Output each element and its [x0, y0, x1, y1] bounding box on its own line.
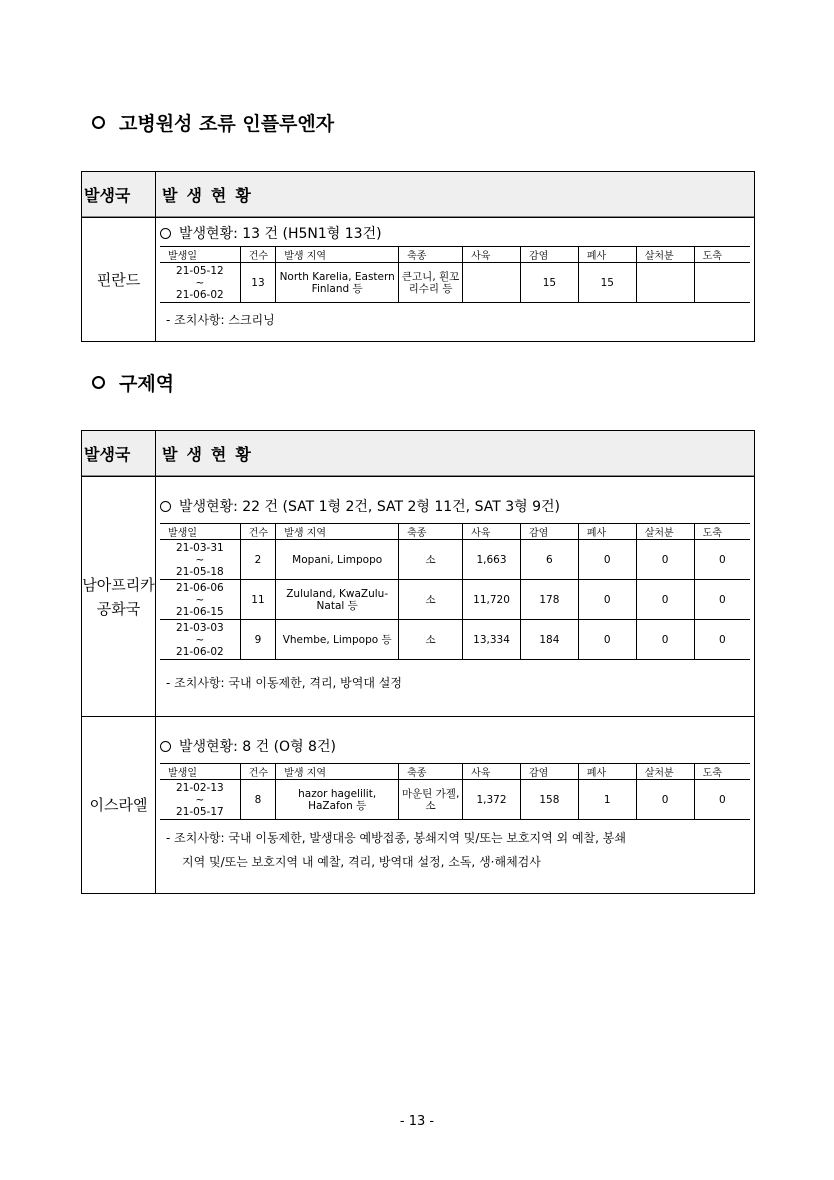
slaughtered-cell: 0	[694, 580, 750, 620]
country-column-header: 발생국	[82, 431, 156, 476]
reared-cell: 1,663	[463, 540, 521, 580]
outbreak-summary	[156, 220, 754, 246]
col-region: 발생 지역	[276, 524, 399, 540]
circle-bullet-icon	[160, 501, 171, 512]
slaughtered-cell	[694, 263, 750, 303]
reared-cell	[463, 263, 521, 303]
country-column-header: 발생국	[82, 172, 156, 217]
section-heading-fmd	[92, 369, 174, 396]
country-content	[156, 717, 754, 893]
date-from: 21-03-31	[176, 541, 224, 554]
col-species: 축종	[399, 247, 463, 263]
measures-text	[156, 826, 754, 874]
date-from: 21-03-03	[176, 621, 224, 634]
date-cell	[160, 263, 240, 303]
infected-cell: 178	[520, 580, 578, 620]
circle-bullet-icon	[92, 116, 105, 129]
col-date: 발생일	[160, 764, 240, 780]
page-number: - 13 -	[399, 1114, 435, 1129]
table-row	[160, 540, 750, 580]
infected-cell: 184	[520, 620, 578, 660]
dead-cell: 0	[578, 580, 636, 620]
country-name-line: 공화국	[96, 599, 141, 618]
date-to: 21-06-15	[176, 605, 224, 618]
reared-cell: 11,720	[463, 580, 521, 620]
date-separator: ~	[195, 793, 205, 806]
col-culled: 살처분	[636, 247, 694, 263]
species-cell: 소	[399, 580, 463, 620]
country-name	[82, 218, 156, 342]
slaughtered-cell: 0	[694, 780, 750, 820]
culled-cell: 0	[636, 780, 694, 820]
infected-cell: 6	[520, 540, 578, 580]
col-dead: 폐사	[578, 524, 636, 540]
date-cell	[160, 540, 240, 580]
col-dead: 폐사	[578, 247, 636, 263]
date-separator: ~	[195, 276, 205, 289]
region-cell: hazor hagelilit, HaZafon 등	[276, 780, 399, 820]
section-heading-hpai	[92, 109, 334, 136]
detail-header-row	[160, 764, 750, 780]
country-name	[82, 717, 156, 893]
country-name	[82, 477, 156, 716]
detail-header-row	[160, 247, 750, 263]
col-count: 건수	[240, 524, 276, 540]
date-from: 21-02-13	[176, 781, 224, 794]
col-reared: 사육	[463, 764, 521, 780]
measures-line: - 조치사항: 국내 이동제한, 발생대응 예방접종, 봉쇄지역 및/또는 보호지역 외 예찰, 봉쇄	[166, 831, 626, 845]
infected-cell: 15	[520, 263, 578, 303]
circle-bullet-icon	[160, 741, 171, 752]
summary-text: 발생현황: 22 건 (SAT 1형 2건, SAT 2형 11건, SAT 3형 9건)	[179, 499, 560, 515]
region-cell: Zululand, KwaZulu-Natal 등	[276, 580, 399, 620]
measures-line: 지역 및/또는 보호지역 내 예찰, 격리, 방역대 설정, 소독, 생·해체검사	[182, 855, 541, 869]
col-date: 발생일	[160, 524, 240, 540]
count-cell: 2	[240, 540, 276, 580]
country-content	[156, 218, 754, 342]
date-from: 21-05-12	[176, 264, 224, 277]
outbreak-summary	[156, 733, 754, 759]
summary-text: 발생현황: 8 건 (O형 8건)	[179, 739, 336, 755]
country-row-israel	[82, 716, 754, 893]
col-slaughtered: 도축	[694, 524, 750, 540]
fmd-table	[81, 430, 755, 894]
country-name-line: 이스라엘	[89, 796, 148, 814]
country-name-line: 남아프리카	[82, 575, 155, 594]
col-region: 발생 지역	[276, 764, 399, 780]
count-cell: 13	[240, 263, 276, 303]
reared-cell: 1,372	[463, 780, 521, 820]
col-reared: 사육	[463, 247, 521, 263]
section-heading-text: 고병원성 조류 인플루엔자	[119, 113, 335, 135]
measures-text: - 조치사항: 국내 이동제한, 격리, 방역대 설정	[166, 676, 402, 690]
status-column-header: 발생현황	[162, 445, 260, 464]
date-cell	[160, 580, 240, 620]
country-row-south-africa	[82, 477, 754, 716]
col-species: 축종	[399, 764, 463, 780]
table-row	[160, 780, 750, 820]
date-separator: ~	[195, 553, 205, 566]
date-from: 21-06-06	[176, 581, 224, 594]
region-cell: Vhembe, Limpopo 등	[276, 620, 399, 660]
count-cell: 11	[240, 580, 276, 620]
col-count: 건수	[240, 764, 276, 780]
circle-bullet-icon	[92, 376, 105, 389]
count-cell: 8	[240, 780, 276, 820]
col-slaughtered: 도축	[694, 247, 750, 263]
col-region: 발생 지역	[276, 247, 399, 263]
col-dead: 폐사	[578, 764, 636, 780]
culled-cell	[636, 263, 694, 303]
reared-cell: 13,334	[463, 620, 521, 660]
col-infected: 감염	[520, 247, 578, 263]
date-separator: ~	[195, 593, 205, 606]
date-cell	[160, 780, 240, 820]
col-culled: 살처분	[636, 764, 694, 780]
dead-cell: 1	[578, 780, 636, 820]
dead-cell: 0	[578, 620, 636, 660]
table-row	[160, 620, 750, 660]
species-cell: 큰고니, 흰꼬리수리 등	[399, 263, 463, 303]
country-name-line: 핀란드	[96, 271, 141, 289]
slaughtered-cell: 0	[694, 540, 750, 580]
col-date: 발생일	[160, 247, 240, 263]
date-cell	[160, 620, 240, 660]
detail-header-row	[160, 524, 750, 540]
outbreak-detail-table	[160, 763, 750, 820]
species-cell: 소	[399, 620, 463, 660]
col-count: 건수	[240, 247, 276, 263]
summary-text: 발생현황: 13 건 (H5N1형 13건)	[179, 226, 382, 242]
count-cell: 9	[240, 620, 276, 660]
region-cell: Mopani, Limpopo	[276, 540, 399, 580]
col-species: 축종	[399, 524, 463, 540]
culled-cell: 0	[636, 580, 694, 620]
date-to: 21-06-02	[176, 288, 224, 301]
col-slaughtered: 도축	[694, 764, 750, 780]
col-reared: 사육	[463, 524, 521, 540]
species-cell: 소	[399, 540, 463, 580]
status-column-header: 발생현황	[162, 186, 260, 205]
date-separator: ~	[195, 633, 205, 646]
country-content	[156, 477, 754, 716]
dead-cell: 0	[578, 540, 636, 580]
country-row-finland	[82, 218, 754, 342]
col-infected: 감염	[520, 524, 578, 540]
outbreak-summary	[156, 493, 754, 519]
table-header	[82, 431, 754, 477]
circle-bullet-icon	[160, 228, 171, 239]
infected-cell: 158	[520, 780, 578, 820]
col-culled: 살처분	[636, 524, 694, 540]
culled-cell: 0	[636, 540, 694, 580]
outbreak-detail-table	[160, 523, 750, 660]
hpai-table	[81, 171, 755, 342]
date-to: 21-05-17	[176, 805, 224, 818]
region-cell: North Karelia, Eastern Finland 등	[276, 263, 399, 303]
species-cell: 마운틴 가젤, 소	[399, 780, 463, 820]
slaughtered-cell: 0	[694, 620, 750, 660]
col-infected: 감염	[520, 764, 578, 780]
section-heading-text: 구제역	[119, 373, 175, 395]
dead-cell: 15	[578, 263, 636, 303]
table-row	[160, 580, 750, 620]
measures-text: - 조치사항: 스크리닝	[166, 313, 275, 327]
table-header	[82, 172, 754, 218]
outbreak-detail-table	[160, 246, 750, 303]
date-to: 21-06-02	[176, 645, 224, 658]
table-row	[160, 263, 750, 303]
culled-cell: 0	[636, 620, 694, 660]
date-to: 21-05-18	[176, 565, 224, 578]
